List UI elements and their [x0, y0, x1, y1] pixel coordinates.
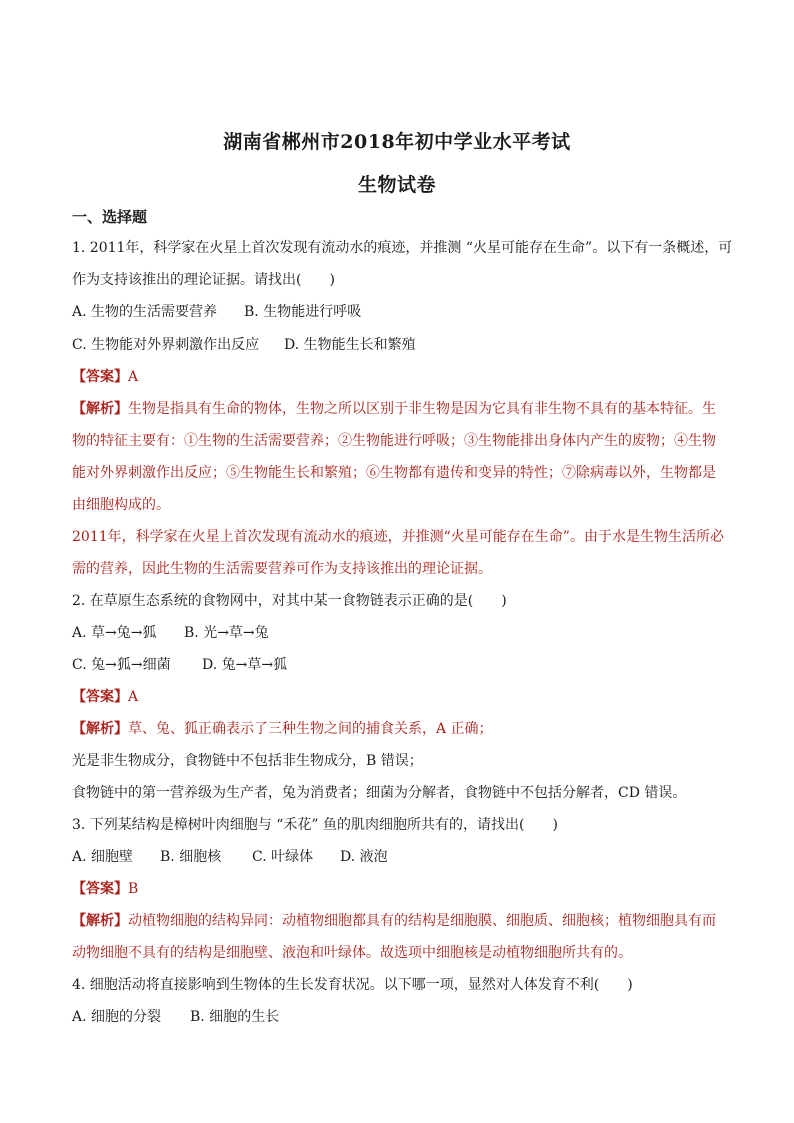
q4-option-b: B. 细胞的生长	[190, 1009, 280, 1025]
q2-option-a: A. 草→兔→狐	[72, 625, 157, 641]
question-2-options-row-2	[72, 655, 732, 675]
section-heading: 一、选择题	[72, 208, 148, 226]
page-subtitle: 生物试卷	[357, 174, 436, 196]
analysis-text: 草、兔、狐正确表示了三种生物之间的捕食关系，A 正确；	[128, 721, 493, 737]
answer-value: B	[128, 881, 139, 897]
q1-analysis-line-6: 需的营养，因此生物的生活需要营养可作为支持该推出的理论证据。	[72, 561, 492, 577]
question-1-options-row-1	[72, 302, 732, 322]
q1-analysis-line-4: 由细胞构成的。	[72, 497, 170, 513]
q1-option-c: C. 生物能对外界刺激作出反应	[72, 337, 260, 353]
question-3-options-row	[72, 847, 732, 867]
q1-option-d: D. 生物能生长和繁殖	[284, 337, 416, 353]
analysis-text: 动植物细胞的结构异同：动植物细胞都具有的结构是细胞膜、细胞质、细胞核；植物细胞具有而	[128, 913, 716, 929]
analysis-tag: 【解析】	[72, 721, 128, 737]
q1-analysis-line-5: 2011年，科学家在火星上首次发现有流动水的痕迹，并推测“火星可能存在生命”。由于水是生物生活所必	[72, 529, 724, 545]
q2-analysis-line-1	[72, 719, 732, 739]
q1-analysis-line-2: 物的特征主要有：①生物的生活需要营养；②生物能进行呼吸；③生物能排出身体内产生的废物；④生物	[72, 433, 716, 449]
q1-analysis-line-1	[72, 399, 732, 419]
question-4-line-1: 4. 细胞活动将直接影响到生物体的生长发育状况。以下哪一项，显然对人体发育不利( )	[72, 977, 633, 993]
question-1-line-2: 作为支持该推出的理论证据。请找出( )	[72, 272, 335, 288]
q2-analysis-line-3: 食物链中的第一营养级为生产者，兔为消费者；细菌为分解者，食物链中不包括分解者，CD 错误。	[72, 785, 687, 801]
q2-option-b: B. 光→草→兔	[184, 625, 269, 641]
q3-option-d: D. 液泡	[340, 849, 388, 865]
page-title: 湖南省郴州市2018年初中学业水平考试	[223, 131, 571, 153]
q3-option-c: C. 叶绿体	[252, 849, 314, 865]
q1-answer	[72, 367, 732, 387]
q3-option-b: B. 细胞核	[160, 849, 222, 865]
q1-analysis-line-3: 能对外界刺激作出反应；⑤生物能生长和繁殖；⑥生物都有遗传和变异的特性；⑦除病毒以外，生物都是	[72, 465, 716, 481]
q2-option-c: C. 兔→狐→细菌	[72, 657, 171, 673]
q3-option-a: A. 细胞壁	[72, 849, 134, 865]
question-1-options-row-2	[72, 335, 732, 355]
q2-analysis-line-2: 光是非生物成分，食物链中不包括非生物成分，B 错误；	[72, 753, 423, 769]
answer-value: A	[128, 689, 139, 705]
q2-answer	[72, 687, 732, 707]
question-2-line-1: 2. 在草原生态系统的食物网中，对其中某一食物链表示正确的是( )	[72, 593, 507, 609]
q3-analysis-line-1	[72, 911, 732, 931]
analysis-tag: 【解析】	[72, 913, 128, 929]
question-4-options-row	[72, 1007, 732, 1027]
question-1-line-1: 1. 2011年，科学家在火星上首次发现有流动水的痕迹，并推测 “火星可能存在生命”。以下有一条概述，可	[72, 240, 733, 256]
q1-option-b: B. 生物能进行呼吸	[244, 304, 362, 320]
analysis-text: 生物是指具有生命的物体，生物之所以区别于非生物是因为它具有非生物不具有的基本特征。生	[128, 401, 716, 417]
q3-answer	[72, 879, 732, 899]
q2-option-d: D. 兔→草→狐	[202, 657, 288, 673]
answer-tag: 【答案】	[72, 881, 128, 897]
question-3-line-1: 3. 下列某结构是樟树叶肉细胞与 “禾花” 鱼的肌肉细胞所共有的，请找出( )	[72, 817, 558, 833]
question-2-options-row-1	[72, 623, 732, 643]
answer-tag: 【答案】	[72, 689, 128, 705]
answer-tag: 【答案】	[72, 369, 128, 385]
q3-analysis-line-2: 动物细胞不具有的结构是细胞壁、液泡和叶绿体。故选项中细胞核是动植物细胞所共有的。	[72, 945, 632, 961]
q1-option-a: A. 生物的生活需要营养	[72, 304, 218, 320]
analysis-tag: 【解析】	[72, 401, 128, 417]
answer-value: A	[128, 369, 139, 385]
q4-option-a: A. 细胞的分裂	[72, 1009, 162, 1025]
